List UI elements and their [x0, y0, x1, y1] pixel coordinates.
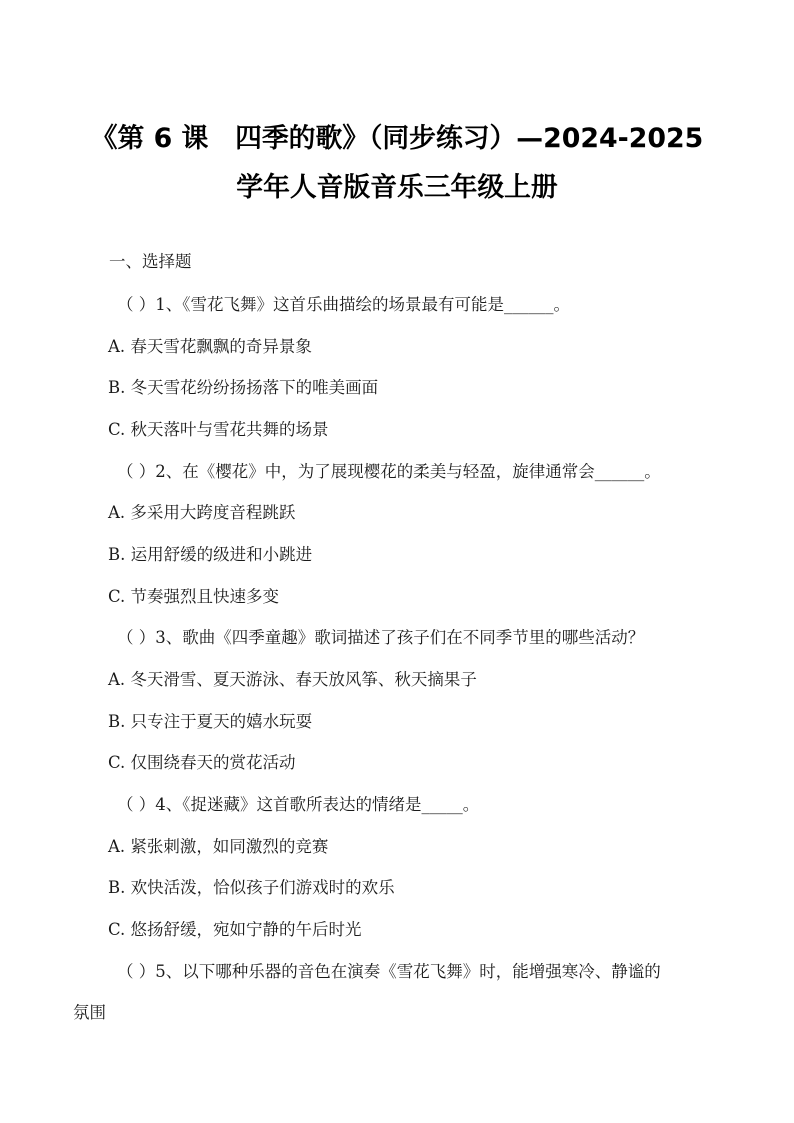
question-3-stem: （ ）3、歌曲《四季童趣》歌词描述了孩子们在不同季节里的哪些活动？: [117, 628, 645, 647]
question-5-stem: （ ）5、以下哪种乐器的音色在演奏《雪花飞舞》时，能增强寒冷、静谧的: [117, 962, 661, 981]
question-4-option-c: C. 悠扬舒缓，宛如宁静的午后时光: [108, 920, 362, 939]
question-4-option-b: B. 欢快活泼，恰似孩子们游戏时的欢乐: [108, 878, 395, 897]
question-5-stem-continued: 氛围: [73, 1003, 106, 1022]
question-2-stem: （ ）2、在《樱花》中，为了展现樱花的柔美与轻盈，旋律通常会______。: [117, 462, 661, 481]
question-4-option-a: A. 紧张刺激，如同激烈的竞赛: [108, 837, 329, 856]
page-title-line-1: 《第 6 课 四季的歌》（同步练习）—2024-2025: [90, 123, 704, 154]
question-4-stem: （ ）4、《捉迷藏》这首歌所表达的情绪是_____。: [117, 795, 480, 814]
question-1-option-c: C. 秋天落叶与雪花共舞的场景: [108, 420, 329, 439]
section-heading: 一、选择题: [109, 252, 192, 271]
question-2-option-c: C. 节奏强烈且快速多变: [108, 587, 280, 606]
question-3-option-a: A. 冬天滑雪、夏天游泳、春天放风筝、秋天摘果子: [108, 670, 477, 689]
page-title-line-2: 学年人音版音乐三年级上册: [236, 172, 558, 203]
question-1-option-b: B. 冬天雪花纷纷扬扬落下的唯美画面: [108, 378, 379, 397]
question-3-option-c: C. 仅围绕春天的赏花活动: [108, 753, 296, 772]
question-1-option-a: A. 春天雪花飘飘的奇异景象: [108, 337, 312, 356]
question-1-stem: （ ）1、《雪花飞舞》这首乐曲描绘的场景最有可能是______。: [117, 295, 570, 314]
question-2-option-b: B. 运用舒缓的级进和小跳进: [108, 545, 313, 564]
question-2-option-a: A. 多采用大跨度音程跳跃: [108, 503, 296, 522]
question-3-option-b: B. 只专注于夏天的嬉水玩耍: [108, 712, 313, 731]
